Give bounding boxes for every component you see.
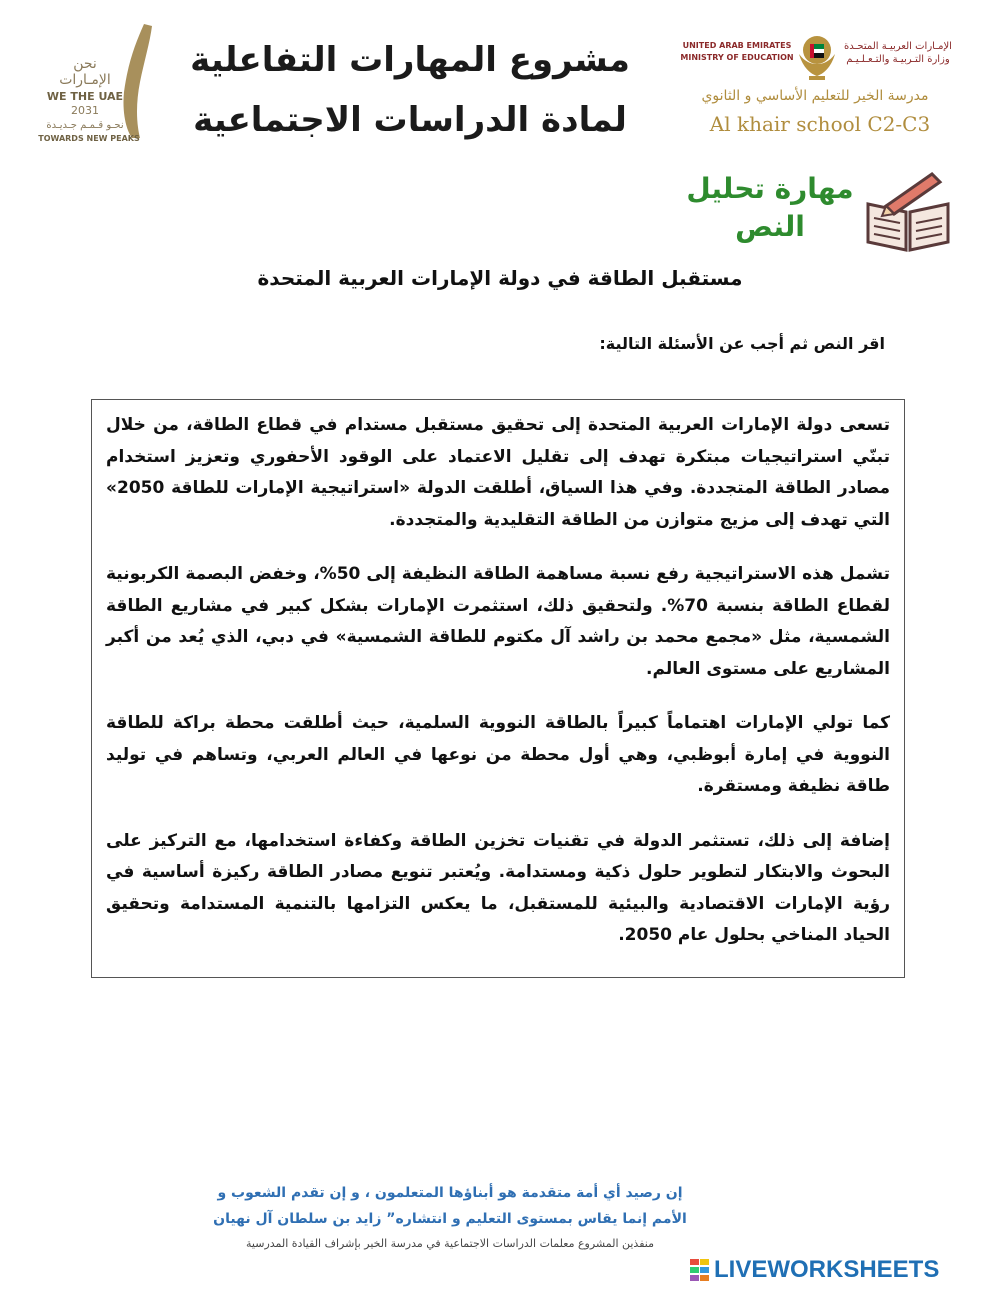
footer-quote-line1: إن رصيد أي أمة متقدمة هو أبناؤها المتعلمون ، و إن تقدم الشعوب و xyxy=(217,1185,683,1201)
school-name-arabic: مدرسة الخير للتعليم الأساسي و الثانوي xyxy=(701,88,929,104)
we-the-uae-2031-logo xyxy=(30,18,160,148)
liveworksheets-wordmark: LIVEWORKSHEETS xyxy=(714,1256,940,1283)
ministry-english-line2: MINISTRY OF EDUCATION xyxy=(680,53,794,62)
instruction-text: اقر النص ثم أجب عن الأسئلة التالية: xyxy=(599,334,885,353)
liveworksheets-logo xyxy=(690,1256,990,1286)
ministry-arabic-line2: وزارة التـربيـة والتـعـلـيـم xyxy=(846,54,950,65)
open-book-pencil-icon xyxy=(862,168,954,254)
skill-line2: النص xyxy=(735,210,805,243)
project-title xyxy=(180,30,640,150)
document-title: مستقبل الطاقة في دولة الإمارات العربية المتحدة xyxy=(257,266,743,290)
passage-paragraph-4: إضافة إلى ذلك، تستثمر الدولة في تقنيات تخزين الطاقة وكفاءة استخدامها، مع التركيز على البحوث والابتكار لتطوير حلول ذكية ومستدامة. ويُعتبر تنويع مصادر الطاقة ركيزة أساسية في رؤية الإمارات الاقتصادية والبيئية للمستقبل، ما يعكس التزامها بالتنمية المستدامة وتحقيق الحياد المناخي بحلول عام 2050. xyxy=(106,830,890,945)
passage-paragraph-2: تشمل هذه الاستراتيجية رفع نسبة مساهمة الطاقة النظيفة إلى 50%، وخفض البصمة الكربونية لقطاع الطاقة بنسبة 70%. ولتحقيق ذلك، استثمرت الإمارات بشكل كبير في مشاريع الطاقة الشمسية، مثل «مجمع محمد بن راشد آل مكتوم للطاقة الشمسية» في دبي، الذي يُعد من أكبر المشاريع على مستوى العالم. xyxy=(106,564,890,679)
footer-quote-line2: الأمم إنما يقاس بمستوى التعليم و انتشاره” زايد بن سلطان آل نهيان xyxy=(213,1211,687,1227)
reading-passage-box xyxy=(91,399,905,978)
passage-paragraph-3: كما تولي الإمارات اهتماماً كبيراً بالطاقة النووية السلمية، حيث أطلقت محطة براكة للطاقة النووية في إمارة أبوظبي، وهي أول محطة من نوعها في العالم العربي، وتساهم في توليد طاقة نظيفة ومستقرة. xyxy=(106,713,890,796)
school-name-english: Al khair school C2-C3 xyxy=(709,112,931,136)
ministry-header xyxy=(665,30,965,90)
logo-english-bottom: TOWARDS NEW PEAKS xyxy=(38,134,140,143)
logo-arabic-top: نحن الإمـارات xyxy=(59,56,111,88)
ministry-english-line1: UNITED ARAB EMIRATES xyxy=(682,41,792,50)
logo-arabic-bottom: نحـو قـمـم جـديـدة xyxy=(46,120,124,131)
footer-credit: منفذين المشروع معلمات الدراسات الاجتماعية في مدرسة الخير بإشراف القيادة المدرسية xyxy=(246,1237,654,1250)
passage-paragraph-1: تسعى دولة الإمارات العربية المتحدة إلى تحقيق مستقبل مستدام في قطاع الطاقة، من خلال تبنّي استراتيجيات مبتكرة تهدف إلى تقليل الاعتماد على الوقود الأحفوري وتعزيز استخدام مصادر الطاقة المتجددة. وفي هذا السياق، أطلقت الدولة «استراتيجية الإمارات للطاقة 2050» التي تهدف إلى مزيج متوازن من الطاقة التقليدية والمتجددة. xyxy=(106,415,890,530)
skill-line1: مهارة تحليل xyxy=(686,172,854,205)
ministry-english xyxy=(677,40,797,64)
skill-badge-text xyxy=(672,170,868,246)
project-title-line1: مشروع المهارات التفاعلية xyxy=(190,40,630,80)
logo-year: 2031 xyxy=(71,104,99,117)
logo-english: WE THE UAE xyxy=(46,90,124,103)
footer-quote xyxy=(150,1180,750,1232)
colored-blocks-icon xyxy=(690,1259,710,1281)
uae-emblem-icon xyxy=(795,32,839,84)
ministry-arabic-line1: الإمـارات العربيـة المتحـدة xyxy=(844,41,952,52)
ministry-arabic xyxy=(843,40,953,66)
project-title-line2: لمادة الدراسات الاجتماعية xyxy=(193,100,627,140)
